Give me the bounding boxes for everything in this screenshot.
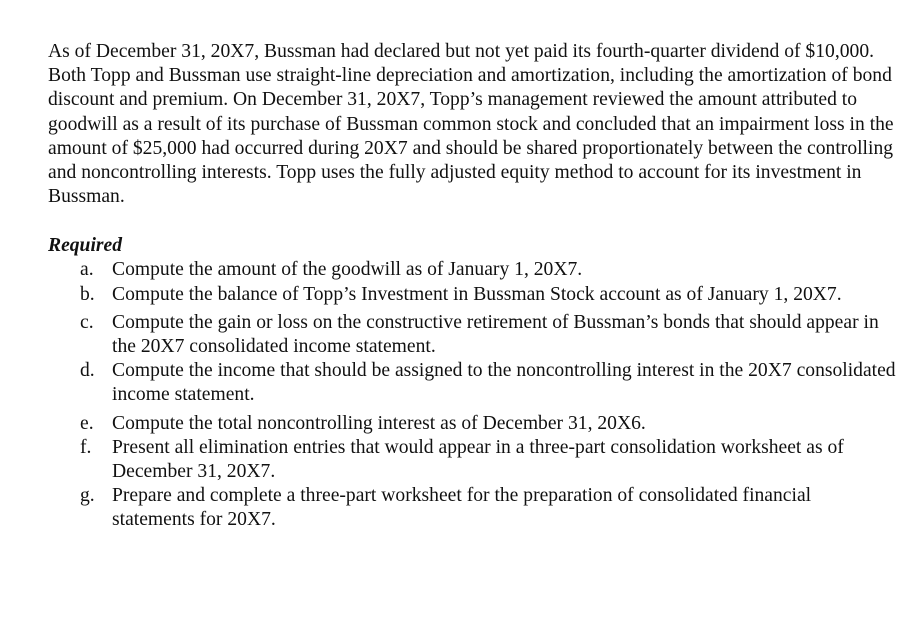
required-item-b — [48, 283, 898, 307]
item-text: Compute the income that should be assigned to the noncontrolling interest in the 20X7 consolidated income statement. — [112, 360, 896, 406]
required-item-g — [48, 484, 898, 532]
required-item-c — [48, 311, 898, 359]
item-marker: c. — [80, 311, 94, 333]
required-item-f — [48, 436, 898, 484]
document — [48, 40, 898, 533]
item-text: Compute the total noncontrolling interest as of December 31, 20X6. — [112, 412, 646, 434]
required-list — [48, 258, 898, 532]
item-text: Compute the balance of Topp’s Investment in Bussman Stock account as of January 1, 20X7. — [112, 283, 842, 305]
required-heading: Required — [48, 235, 123, 257]
item-marker: a. — [80, 259, 94, 281]
required-item-d — [48, 359, 898, 407]
item-marker: e. — [80, 412, 94, 434]
item-marker: d. — [80, 360, 95, 382]
item-text: Prepare and complete a three-part worksheet for the preparation of consolidated financial statements for 20X7. — [112, 485, 812, 531]
item-marker: b. — [80, 283, 95, 305]
required-item-a — [48, 258, 898, 282]
required-item-e — [48, 412, 898, 436]
item-marker: g. — [80, 485, 95, 507]
item-marker: f. — [80, 436, 92, 458]
item-text: Compute the amount of the goodwill as of January 1, 20X7. — [112, 259, 583, 281]
item-text: Compute the gain or loss on the constructive retirement of Bussman’s bonds that should appear in the 20X7 consolidated income statement. — [112, 311, 879, 358]
intro-paragraph: As of December 31, 20X7, Bussman had declared but not yet paid its fourth-quarter dividend of $10,000. Both Topp and Bussman use straight-line depreciation and amortization, including the amortization of bond discount and premium. On December 31, 20X7, Topp’s management reviewed the amount attributed to goodwill as a result of its purchase of Bussman common stock and concluded that an impairment loss in the amount of $25,000 had occurred during 20X7 and should be shared proportionately between the controlling and noncontrolling interests. Topp uses the fully adjusted equity method to account for its investment in Bussman. — [48, 41, 894, 208]
item-text: Present all elimination entries that would appear in a three-part consolidation worksheet as of December 31, 20X7. — [112, 436, 844, 483]
